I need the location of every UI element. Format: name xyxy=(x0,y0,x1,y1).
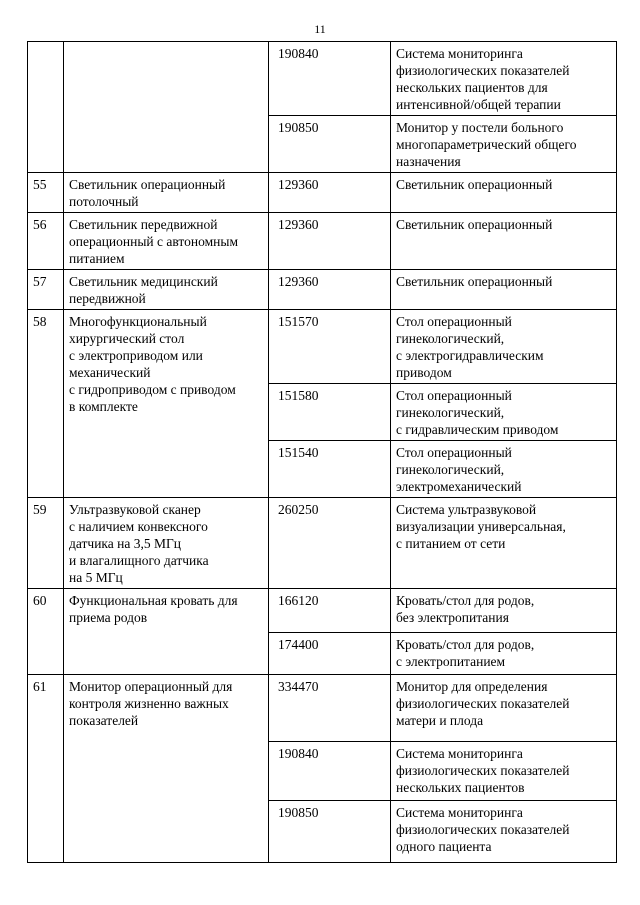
equipment-description: Монитор для определения физиологических показателей матери и плода xyxy=(391,675,617,742)
equipment-description: Светильник операционный xyxy=(391,270,617,310)
equipment-description: Светильник операционный xyxy=(391,173,617,213)
equipment-table xyxy=(27,41,617,863)
table-row xyxy=(28,498,617,589)
equipment-code: 260250 xyxy=(269,498,391,589)
table-row xyxy=(28,270,617,310)
equipment-description: Кровать/стол для родов, без электропитания xyxy=(391,589,617,633)
equipment-name xyxy=(64,42,269,173)
equipment-code: 129360 xyxy=(269,270,391,310)
equipment-name: Светильник передвижной операционный с автономным питанием xyxy=(64,213,269,270)
row-number: 61 xyxy=(28,675,64,863)
equipment-description: Стол операционный гинекологический, электромеханический xyxy=(391,441,617,498)
table-row xyxy=(28,675,617,742)
equipment-name: Светильник медицинский передвижной xyxy=(64,270,269,310)
equipment-description: Стол операционный гинекологический, с электрогидравлическим приводом xyxy=(391,310,617,384)
equipment-code: 151540 xyxy=(269,441,391,498)
equipment-code: 190850 xyxy=(269,116,391,173)
equipment-code: 174400 xyxy=(269,633,391,675)
row-number: 58 xyxy=(28,310,64,498)
equipment-description: Система ультразвуковой визуализации универсальная, с питанием от сети xyxy=(391,498,617,589)
table-row xyxy=(28,589,617,633)
equipment-name: Многофункциональный хирургический стол с электроприводом или механический с гидроприводом с приводом в комплекте xyxy=(64,310,269,498)
row-number: 60 xyxy=(28,589,64,675)
equipment-code: 190850 xyxy=(269,801,391,863)
row-number: 59 xyxy=(28,498,64,589)
equipment-description: Стол операционный гинекологический, с гидравлическим приводом xyxy=(391,384,617,441)
table-row xyxy=(28,310,617,384)
table-row xyxy=(28,213,617,270)
row-number: 57 xyxy=(28,270,64,310)
equipment-code: 190840 xyxy=(269,42,391,116)
equipment-description: Система мониторинга физиологических показателей одного пациента xyxy=(391,801,617,863)
equipment-name: Монитор операционный для контроля жизненно важных показателей xyxy=(64,675,269,863)
equipment-code: 190840 xyxy=(269,742,391,801)
equipment-name: Функциональная кровать для приема родов xyxy=(64,589,269,675)
table-row xyxy=(28,42,617,116)
page-number: 11 xyxy=(314,22,326,36)
row-number: 55 xyxy=(28,173,64,213)
equipment-name: Светильник операционный потолочный xyxy=(64,173,269,213)
equipment-code: 151580 xyxy=(269,384,391,441)
table-row xyxy=(28,173,617,213)
equipment-code: 151570 xyxy=(269,310,391,384)
equipment-description: Светильник операционный xyxy=(391,213,617,270)
equipment-description: Система мониторинга физиологических показателей нескольких пациентов xyxy=(391,742,617,801)
row-number xyxy=(28,42,64,173)
equipment-code: 166120 xyxy=(269,589,391,633)
row-number: 56 xyxy=(28,213,64,270)
equipment-description: Кровать/стол для родов, с электропитанием xyxy=(391,633,617,675)
equipment-description: Система мониторинга физиологических показателей нескольких пациентов для интенсивной/общей терапии xyxy=(391,42,617,116)
equipment-description: Монитор у постели больного многопараметрический общего назначения xyxy=(391,116,617,173)
equipment-code: 334470 xyxy=(269,675,391,742)
equipment-code: 129360 xyxy=(269,173,391,213)
equipment-code: 129360 xyxy=(269,213,391,270)
equipment-name: Ультразвуковой сканер с наличием конвексного датчика на 3,5 МГц и влагалищного датчика на 5 МГц xyxy=(64,498,269,589)
